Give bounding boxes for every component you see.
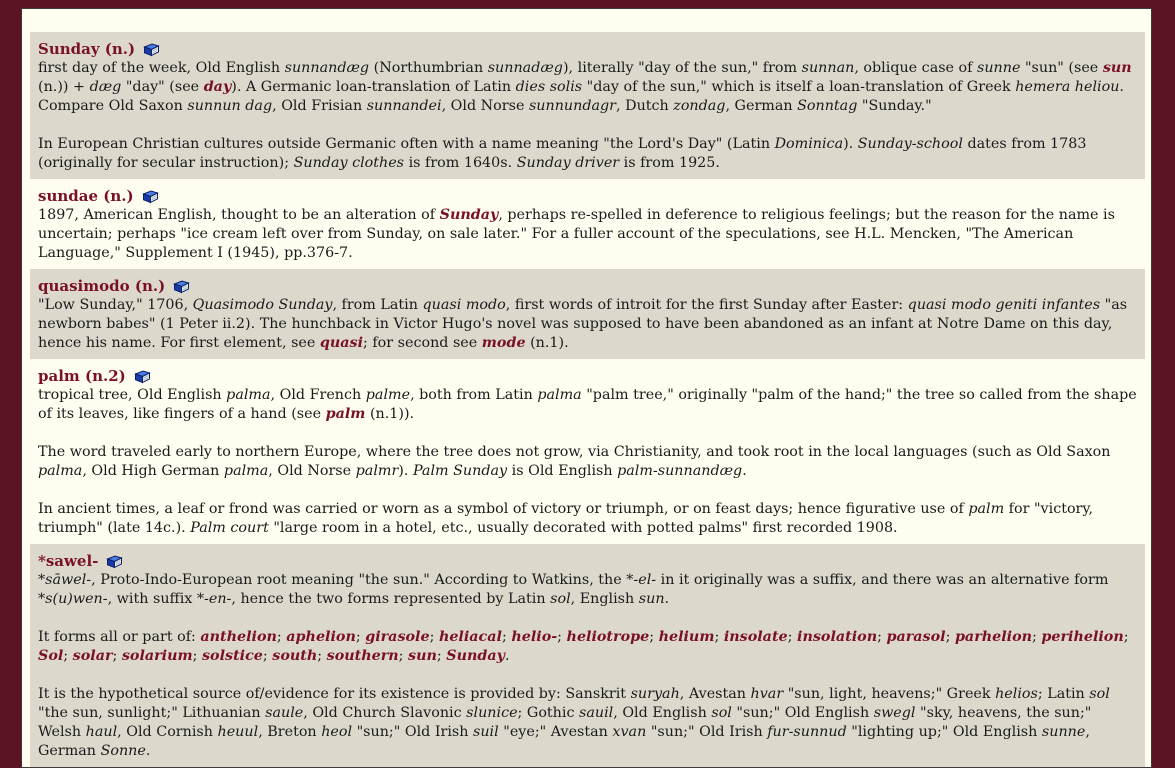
- text-run: .: [504, 648, 510, 664]
- italic-term: sunnundagr: [528, 98, 617, 114]
- text-run: "as newborn babes" (1 Peter ii.2). The hunchback in Victor Hugo's novel was supposed to have been abandoned as an infant at Notre Dame on this day, hence his name. For first element, see: [38, 297, 1128, 351]
- text-run: "sun;" Old Irish: [352, 724, 473, 740]
- italic-term: saule: [265, 705, 304, 721]
- italic-term: heol: [321, 724, 353, 740]
- italic-term: palma: [38, 463, 83, 479]
- book-icon[interactable]: [134, 370, 151, 384]
- text-run: ;: [1123, 629, 1129, 645]
- italic-term: palma: [223, 463, 269, 479]
- text-run: .: [742, 463, 747, 479]
- entry-paragraph: [38, 443, 1137, 481]
- text-run: in it originally was a suffix, and there was an alternative form: [656, 572, 1109, 588]
- cross-reference-link[interactable]: Sunday: [439, 207, 499, 223]
- italic-term: xvan: [612, 724, 647, 740]
- cross-reference-link[interactable]: heliotrope: [566, 629, 650, 645]
- text-run: , German: [725, 98, 798, 114]
- text-run: "sun;" Old English: [731, 705, 874, 721]
- italic-term: zondag: [673, 98, 726, 114]
- text-run: ;: [787, 629, 798, 645]
- text-run: , Old English: [613, 705, 712, 721]
- text-run: , oblique case of: [854, 60, 978, 76]
- italic-term: Sonne: [100, 743, 146, 759]
- entry-headword[interactable]: [38, 367, 1137, 386]
- cross-reference-link[interactable]: Sol: [38, 648, 64, 664]
- cross-reference-link[interactable]: palm: [325, 406, 366, 422]
- italic-term: dies solis: [515, 79, 583, 95]
- text-run: , Old Cornish: [117, 724, 218, 740]
- dictionary-entry: [30, 269, 1145, 359]
- book-icon[interactable]: [143, 43, 160, 57]
- italic-term: Sonntag: [797, 98, 858, 114]
- text-run: "palm tree," originally "palm of the hand;" the tree so called from the shape of its leaves, like fingers of a hand (see: [38, 387, 1137, 422]
- dictionary-entry: [30, 544, 1145, 767]
- italic-term: swegl: [873, 705, 916, 721]
- entry-title[interactable]: *sawel-: [38, 552, 99, 570]
- text-run: It forms all or part of:: [38, 629, 201, 645]
- text-run: , Breton: [258, 724, 322, 740]
- text-run: ; Gothic: [517, 705, 580, 721]
- text-run: , Old High German: [82, 463, 224, 479]
- cross-reference-link[interactable]: helio-: [511, 629, 558, 645]
- italic-term: sunne: [1041, 724, 1086, 740]
- text-run: ;: [317, 648, 327, 664]
- text-run: ;: [398, 648, 409, 664]
- cross-reference-link[interactable]: helium: [658, 629, 715, 645]
- text-run: "eye;" Avestan: [498, 724, 613, 740]
- text-run: ).: [843, 136, 858, 152]
- italic-term: suil: [473, 724, 499, 740]
- text-run: dates from 1783 (originally for secular instruction);: [38, 136, 1087, 171]
- italic-term: sun: [638, 591, 665, 607]
- cross-reference-link[interactable]: southern: [326, 648, 399, 664]
- italic-term: palmr: [355, 463, 399, 479]
- text-run: ;: [112, 648, 122, 664]
- entry-title[interactable]: sundae (n.): [38, 187, 134, 205]
- italic-term: Quasimodo Sunday: [192, 297, 333, 313]
- italic-term: Sunday-school: [857, 136, 963, 152]
- text-run: , first words of introit for the first Sunday after Easter:: [505, 297, 908, 313]
- cross-reference-link[interactable]: parasol: [886, 629, 946, 645]
- cross-reference-link[interactable]: insolate: [723, 629, 788, 645]
- text-run: , Avestan: [679, 686, 751, 702]
- italic-term: palma: [537, 387, 582, 403]
- dictionary-entry: [30, 359, 1145, 544]
- entry-paragraph: [38, 59, 1137, 116]
- italic-term: sunnandæg: [284, 60, 370, 76]
- cross-reference-link[interactable]: heliacal: [438, 629, 502, 645]
- cross-reference-link[interactable]: insolation: [797, 629, 878, 645]
- text-run: ;: [1032, 629, 1042, 645]
- italic-term: *sāwel-: [38, 572, 92, 588]
- cross-reference-link[interactable]: sun: [1102, 60, 1132, 76]
- text-run: ;: [262, 648, 273, 664]
- italic-term: sunnun dag: [187, 98, 273, 114]
- text-run: . Compare Old Saxon: [38, 79, 1124, 114]
- entry-headword[interactable]: [38, 40, 1137, 59]
- italic-term: sauil: [579, 705, 614, 721]
- text-run: "the sun, sunlight;" Lithuanian: [38, 705, 266, 721]
- text-run: ;: [436, 648, 447, 664]
- italic-term: *-en-: [196, 591, 232, 607]
- text-run: .: [664, 591, 670, 607]
- text-run: , Old Church Slavonic: [303, 705, 467, 721]
- cross-reference-link[interactable]: solar: [72, 648, 113, 664]
- cross-reference-link[interactable]: quasi: [319, 335, 364, 351]
- text-run: is Old English: [507, 463, 618, 479]
- text-run: "sun;" Old Irish: [646, 724, 768, 740]
- cross-reference-link[interactable]: sun: [408, 648, 437, 664]
- text-run: , Old Frisian: [272, 98, 367, 114]
- text-run: ;: [649, 629, 659, 645]
- italic-term: suryah: [630, 686, 680, 702]
- cross-reference-link[interactable]: mode: [481, 335, 526, 351]
- text-run: "large room in a hotel, etc., usually decorated with potted palms" first recorded 1908.: [268, 520, 898, 536]
- italic-term: sunnan: [801, 60, 855, 76]
- italic-term: Dominica: [774, 136, 844, 152]
- text-run: "day" (see: [121, 79, 204, 95]
- text-run: is from 1925.: [619, 155, 720, 171]
- italic-term: Sunday clothes: [293, 155, 405, 171]
- text-run: , German: [38, 724, 1090, 759]
- cross-reference-link[interactable]: perihelion: [1041, 629, 1124, 645]
- text-run: (Northumbrian: [369, 60, 488, 76]
- entry-paragraph: [38, 628, 1137, 666]
- italic-term: sol: [1089, 686, 1110, 702]
- text-run: , with suffix: [107, 591, 197, 607]
- text-run: , Old Norse: [268, 463, 356, 479]
- text-run: , hence the two forms represented by Latin: [231, 591, 551, 607]
- text-run: ;: [877, 629, 887, 645]
- text-run: , Old French: [270, 387, 366, 403]
- text-run: "day of the sun," which is itself a loan-translation of Greek: [582, 79, 1016, 95]
- italic-term: Palm Sunday: [412, 463, 508, 479]
- italic-term: palme: [365, 387, 411, 403]
- italic-term: sunnandei: [366, 98, 442, 114]
- entry-paragraph: [38, 135, 1137, 173]
- text-run: In European Christian cultures outside Germanic often with a name meaning "the Lord's Day" (Latin: [38, 136, 775, 152]
- text-run: , perhaps re-spelled in deference to religious feelings; but the reason for the name is uncertain; perhaps "ice cream left over from Sunday, on sale later." For a fuller account of the speculations, see H.L. Mencken, "The American Language," Supplement I (1945), pp.376-7.: [38, 207, 1115, 261]
- text-run: for "victory, triumph" (late 14c.).: [38, 501, 1094, 536]
- text-run: , from Latin: [332, 297, 423, 313]
- text-run: "sun, light, heavens;" Greek: [783, 686, 996, 702]
- text-run: ;: [355, 629, 366, 645]
- text-run: In ancient times, a leaf or frond was carried or worn as a symbol of victory or triumph, or on feast days; hence figurative use of: [38, 501, 969, 517]
- text-run: ;: [276, 629, 287, 645]
- text-run: "sky, heavens, the sun;" Welsh: [38, 705, 1092, 740]
- text-run: , both from Latin: [410, 387, 538, 403]
- italic-term: Palm court: [190, 520, 269, 536]
- text-run: (n.)) +: [38, 79, 90, 95]
- entry-title[interactable]: quasimodo (n.): [38, 277, 166, 295]
- entry-paragraph: [38, 500, 1137, 538]
- cross-reference-link[interactable]: solarium: [121, 648, 193, 664]
- italic-term: slunice: [466, 705, 518, 721]
- italic-term: palm-sunnandæg: [617, 463, 743, 479]
- italic-term: quasi modo geniti infantes: [907, 297, 1101, 313]
- entry-list: [30, 32, 1145, 767]
- text-run: first day of the week, Old English: [38, 60, 285, 76]
- italic-term: sol: [550, 591, 571, 607]
- italic-term: Sunday driver: [516, 155, 620, 171]
- text-run: (n.1)).: [365, 406, 415, 422]
- text-run: ;: [63, 648, 73, 664]
- text-run: , English: [570, 591, 639, 607]
- italic-term: *s(u)wen-: [38, 591, 108, 607]
- entry-title[interactable]: Sunday (n.): [38, 40, 136, 58]
- text-run: ).: [398, 463, 413, 479]
- entry-headword[interactable]: [38, 277, 1137, 296]
- italic-term: hemera heliou: [1015, 79, 1120, 95]
- text-run: tropical tree, Old English: [38, 387, 227, 403]
- italic-term: *-el-: [626, 572, 657, 588]
- text-run: ;: [714, 629, 724, 645]
- text-run: ; for second see: [363, 335, 482, 351]
- italic-term: helios: [995, 686, 1038, 702]
- text-run: 1897, American English, thought to be an alteration of: [38, 207, 440, 223]
- text-run: ;: [429, 629, 439, 645]
- book-icon[interactable]: [173, 280, 190, 294]
- entry-headword[interactable]: [38, 552, 1137, 571]
- entry-paragraph: [38, 571, 1137, 609]
- italic-term: palm: [968, 501, 1005, 517]
- text-run: is from 1640s.: [404, 155, 517, 171]
- text-run: ;: [192, 648, 202, 664]
- entry-paragraph: [38, 386, 1137, 424]
- text-run: ; Latin: [1037, 686, 1090, 702]
- text-run: ;: [557, 629, 567, 645]
- text-run: "sun" (see: [1020, 60, 1103, 76]
- cross-reference-link[interactable]: south: [272, 648, 318, 664]
- entry-title[interactable]: palm (n.2): [38, 367, 126, 385]
- text-run: ;: [945, 629, 955, 645]
- text-run: ;: [501, 629, 512, 645]
- cross-reference-link[interactable]: girasole: [365, 629, 430, 645]
- entry-paragraph: [38, 206, 1137, 263]
- text-run: It is the hypothetical source of/evidence for its existence is provided by: Sanskrit: [38, 686, 631, 702]
- text-run: The word traveled early to northern Europe, where the tree does not grow, via Christianity, and took root in the local languages (such as Old Saxon: [38, 444, 1111, 460]
- italic-term: hvar: [750, 686, 784, 702]
- dictionary-entry: [30, 32, 1145, 179]
- text-run: ). A Germanic loan-translation of Latin: [231, 79, 516, 95]
- italic-term: sunne: [977, 60, 1021, 76]
- text-run: "lighting up;" Old English: [846, 724, 1042, 740]
- cross-reference-link[interactable]: Sunday: [446, 648, 505, 664]
- italic-term: fur-sunnud: [767, 724, 847, 740]
- italic-term: quasi modo: [422, 297, 506, 313]
- cross-reference-link[interactable]: anthelion: [200, 629, 277, 645]
- entry-paragraph: [38, 296, 1137, 353]
- cross-reference-link[interactable]: aphelion: [286, 629, 356, 645]
- text-run: (n.1).: [525, 335, 569, 351]
- text-run: "Low Sunday," 1706,: [38, 297, 193, 313]
- page: [21, 8, 1152, 768]
- text-run: , Dutch: [616, 98, 674, 114]
- cross-reference-link[interactable]: solstice: [202, 648, 263, 664]
- italic-term: sol: [711, 705, 732, 721]
- text-run: , Proto-Indo-European root meaning "the sun." According to Watkins, the: [91, 572, 627, 588]
- entry-headword[interactable]: [38, 187, 1137, 206]
- text-run: , Old Norse: [441, 98, 529, 114]
- italic-term: heuul: [217, 724, 259, 740]
- book-icon[interactable]: [106, 555, 123, 569]
- text-run: ), literally "day of the sun," from: [562, 60, 802, 76]
- cross-reference-link[interactable]: parhelion: [954, 629, 1033, 645]
- text-run: "Sunday.": [857, 98, 932, 114]
- text-run: .: [145, 743, 151, 759]
- italic-term: palma: [226, 387, 271, 403]
- italic-term: sunnadæg: [487, 60, 563, 76]
- italic-term: haul: [85, 724, 118, 740]
- book-icon[interactable]: [142, 190, 159, 204]
- dictionary-entry: [30, 179, 1145, 269]
- italic-term: dæg: [89, 79, 122, 95]
- cross-reference-link[interactable]: day: [203, 79, 232, 95]
